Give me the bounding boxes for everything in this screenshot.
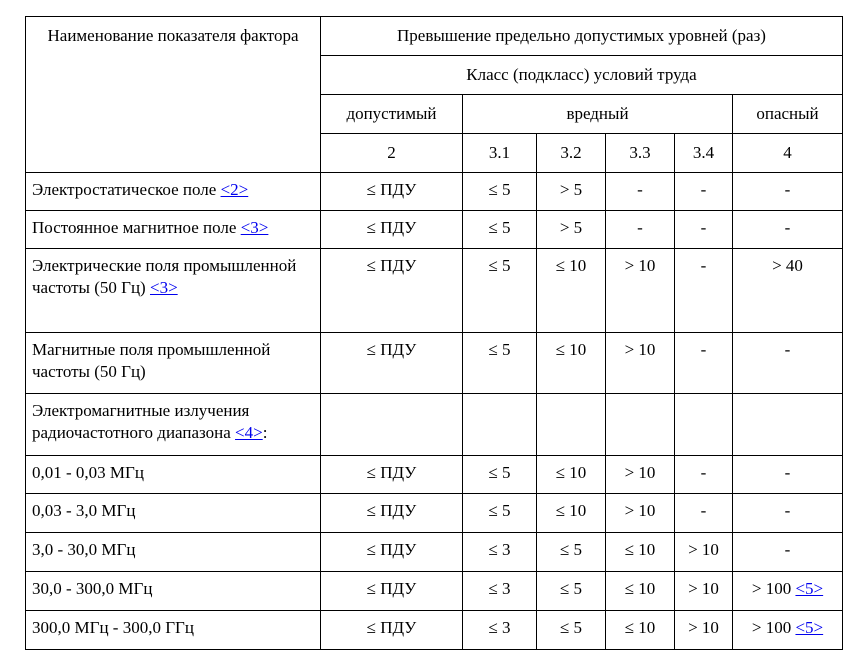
value-cell: [606, 394, 675, 456]
table-row: [26, 394, 843, 456]
group-dangerous-header: опасный: [733, 95, 843, 134]
value-cell: ≤ 5: [463, 456, 537, 494]
value-cell: ≤ 5: [537, 611, 606, 650]
factor-name: Магнитные поля промышленной частоты (50 Гц): [32, 340, 271, 381]
factor-name-cell: [26, 211, 321, 249]
value-cell: [733, 611, 843, 650]
subclass-header: 2: [321, 134, 463, 173]
factor-name-cell: [26, 533, 321, 572]
subclass-header: 4: [733, 134, 843, 173]
factor-name-cell: [26, 333, 321, 394]
value-cell: ≤ ПДУ: [321, 456, 463, 494]
value-cell: ≤ 5: [537, 533, 606, 572]
value-cell: ≤ ПДУ: [321, 333, 463, 394]
factor-name-cell: [26, 494, 321, 533]
value-cell: ≤ 5: [463, 249, 537, 333]
factor-name-cell: [26, 394, 321, 456]
factor-name-suffix: :: [262, 423, 268, 442]
table-row: [26, 456, 843, 494]
value-cell: -: [675, 456, 733, 494]
value-cell: ≤ 10: [537, 494, 606, 533]
value-cell: [675, 394, 733, 456]
value-cell: -: [606, 173, 675, 211]
value-cell: -: [675, 494, 733, 533]
factor-name-cell: [26, 456, 321, 494]
value-cell: > 10: [606, 333, 675, 394]
value-cell: -: [733, 173, 843, 211]
factor-name-cell: [26, 249, 321, 333]
value-cell: -: [606, 211, 675, 249]
value-cell: ≤ 10: [606, 533, 675, 572]
factor-limits-table: [25, 16, 843, 650]
factor-name: 300,0 МГц - 300,0 ГГц: [32, 618, 194, 637]
value-cell: [321, 394, 463, 456]
value-cell: ≤ 5: [463, 494, 537, 533]
footnote-link[interactable]: <5>: [795, 579, 824, 598]
value-cell: ≤ 10: [537, 333, 606, 394]
group-allowed-header: допустимый: [321, 95, 463, 134]
table-row: [26, 494, 843, 533]
value-cell: > 5: [537, 211, 606, 249]
value-cell: > 10: [606, 494, 675, 533]
footnote-link[interactable]: <3>: [149, 278, 178, 297]
value-cell: -: [733, 333, 843, 394]
subclass-header: 3.3: [606, 134, 675, 173]
factor-name-cell: [26, 173, 321, 211]
subclass-header: 3.1: [463, 134, 537, 173]
value-cell: -: [675, 249, 733, 333]
table-row: [26, 572, 843, 611]
class-header: Класс (подкласс) условий труда: [321, 56, 843, 95]
value-cell: ≤ ПДУ: [321, 173, 463, 211]
value-cell: -: [733, 456, 843, 494]
value-cell: [733, 572, 843, 611]
value-cell: -: [733, 533, 843, 572]
value-cell: ≤ 5: [537, 572, 606, 611]
table-row: [26, 333, 843, 394]
table-row: [26, 533, 843, 572]
value-cell: > 10: [675, 533, 733, 572]
table-row: [26, 173, 843, 211]
subclass-header: 3.4: [675, 134, 733, 173]
value-cell: ≤ ПДУ: [321, 494, 463, 533]
value-cell: ≤ ПДУ: [321, 533, 463, 572]
value-cell: > 10: [606, 249, 675, 333]
value-cell: [463, 394, 537, 456]
value-cell: ≤ 10: [537, 249, 606, 333]
value-cell: ≤ 3: [463, 572, 537, 611]
value-cell: ≤ ПДУ: [321, 211, 463, 249]
footnote-link[interactable]: <4>: [235, 423, 263, 442]
value-cell: ≤ ПДУ: [321, 249, 463, 333]
factor-name: Электромагнитные излучения радиочастотного диапазона: [32, 401, 250, 442]
value-text: > 100: [751, 618, 792, 637]
factor-name-cell: [26, 572, 321, 611]
value-cell: -: [733, 494, 843, 533]
value-cell: ≤ 3: [463, 611, 537, 650]
footnote-link[interactable]: <5>: [795, 618, 824, 637]
table-row: [26, 249, 843, 333]
value-cell: -: [675, 211, 733, 249]
factor-name: 0,03 - 3,0 МГц: [32, 501, 136, 520]
table-row: [26, 611, 843, 650]
value-cell: ≤ ПДУ: [321, 572, 463, 611]
table-row: [26, 211, 843, 249]
value-cell: > 5: [537, 173, 606, 211]
factor-name: 30,0 - 300,0 МГц: [32, 579, 153, 598]
value-cell: -: [675, 333, 733, 394]
value-cell: > 10: [675, 572, 733, 611]
value-cell: ≤ 5: [463, 211, 537, 249]
factor-name: 0,01 - 0,03 МГц: [32, 463, 144, 482]
value-cell: [537, 394, 606, 456]
value-cell: ≤ ПДУ: [321, 611, 463, 650]
factor-name: 3,0 - 30,0 МГц: [32, 540, 136, 559]
value-cell: > 40: [733, 249, 843, 333]
value-cell: ≤ 3: [463, 533, 537, 572]
value-cell: [733, 394, 843, 456]
value-cell: -: [733, 211, 843, 249]
value-cell: > 10: [675, 611, 733, 650]
value-cell: ≤ 5: [463, 173, 537, 211]
value-cell: -: [675, 173, 733, 211]
value-text: > 100: [751, 579, 792, 598]
value-cell: ≤ 10: [606, 572, 675, 611]
value-cell: ≤ 10: [606, 611, 675, 650]
value-cell: ≤ 10: [537, 456, 606, 494]
value-cell: > 10: [606, 456, 675, 494]
factor-name-cell: [26, 611, 321, 650]
footnote-link[interactable]: <2>: [220, 180, 249, 199]
factor-column-header: Наименование показателя фактора: [26, 17, 321, 173]
subclass-header: 3.2: [537, 134, 606, 173]
footnote-link[interactable]: <3>: [240, 218, 269, 237]
excess-header: Превышение предельно допустимых уровней (раз): [321, 17, 843, 56]
factor-name: Электрические поля промышленной частоты (50 Гц): [32, 256, 297, 297]
value-cell: ≤ 5: [463, 333, 537, 394]
factor-name: Постоянное магнитное поле: [32, 218, 237, 237]
group-harmful-header: вредный: [463, 95, 733, 134]
factor-name: Электростатическое поле: [32, 180, 217, 199]
